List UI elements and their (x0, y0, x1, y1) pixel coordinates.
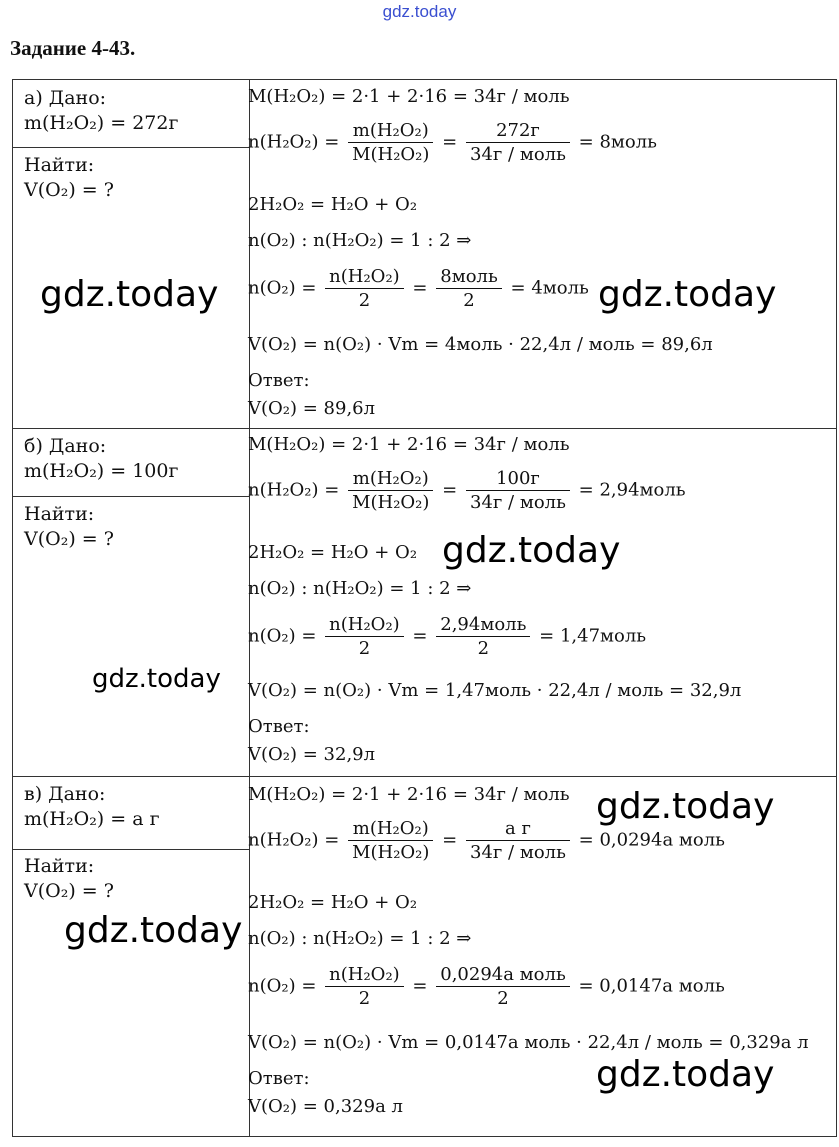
find-label: Найти: (24, 503, 95, 525)
oxygen-fraction-2 (436, 266, 502, 311)
given-label: б) Дано: (24, 435, 107, 457)
reaction-line: 2H₂O₂ = H₂O + O₂ (248, 892, 418, 913)
reaction-line: 2H₂O₂ = H₂O + O₂ (248, 542, 418, 563)
fraction-numerator: 100г (466, 468, 570, 491)
fraction-denominator: 34г / моль (470, 492, 566, 513)
fraction-numerator: 2,94моль (436, 614, 530, 637)
oxygen-fraction-2 (436, 614, 530, 659)
fraction-denominator: M(H₂O₂) (352, 842, 430, 863)
fraction-numerator: 8моль (436, 266, 502, 289)
fraction-denominator: 2 (463, 290, 475, 311)
given-value: m(H₂O₂) = 100г (24, 459, 179, 482)
site-name-top: gdz.today (382, 2, 457, 21)
moles-fraction-1 (348, 468, 433, 513)
moles-line: n(H₂O₂) = $\frac{\text{m(H₂O₂)}}{\text{M(H₂O₂)}}$ = $\frac{\text{a г}}{\text{34г / моль}}$ = 0,0294a моль (248, 818, 725, 863)
given-divider-a (13, 147, 249, 148)
given-divider-b (13, 496, 249, 497)
fraction-numerator: m(H₂O₂) (348, 818, 433, 841)
find-a (24, 153, 114, 202)
part-divider-bc (13, 776, 836, 777)
given-divider-c (13, 849, 249, 850)
moles-fraction-1 (348, 120, 433, 165)
oxygen-moles-result: = 0,0147a моль (578, 975, 725, 997)
moles-lhs: n(H₂O₂) = (248, 131, 340, 153)
given-label: в) Дано: (24, 783, 106, 805)
watermark: gdz.today (64, 910, 243, 951)
find-value: V(O₂) = ? (24, 879, 114, 902)
volume-line: V(O₂) = n(O₂) · Vm = 1,47моль · 22,4л / моль = 32,9л (248, 680, 742, 701)
find-value: V(O₂) = ? (24, 178, 114, 201)
answer-value: V(O₂) = 32,9л (248, 744, 376, 765)
fraction-numerator: 0,0294a моль (436, 964, 570, 987)
volume-line: V(O₂) = n(O₂) · Vm = 0,0147a моль · 22,4л / моль = 0,329a л (248, 1032, 809, 1053)
answer-label: Ответ: (248, 370, 310, 391)
watermark: gdz.today (92, 664, 221, 694)
ratio-line: n(O₂) : n(H₂O₂) = 1 : 2 ⇒ (248, 230, 472, 251)
oxygen-moles-result: = 1,47моль (539, 625, 647, 647)
find-value: V(O₂) = ? (24, 527, 114, 550)
find-label: Найти: (24, 855, 95, 877)
watermark: gdz.today (596, 786, 775, 827)
watermark: gdz.today (442, 530, 621, 571)
oxygen-moles-lhs: n(O₂) = (248, 975, 317, 997)
oxygen-fraction-1 (325, 964, 404, 1009)
moles-fraction-2 (466, 120, 570, 165)
oxygen-fraction-1 (325, 266, 404, 311)
fraction-numerator: n(H₂O₂) (325, 614, 404, 637)
moles-result: = 2,94моль (578, 479, 686, 501)
fraction-denominator: M(H₂O₂) (352, 492, 430, 513)
fraction-denominator: 34г / моль (470, 842, 566, 863)
fraction-denominator: M(H₂O₂) (352, 144, 430, 165)
moles-result: = 0,0294a моль (578, 829, 725, 851)
fraction-denominator: 2 (477, 638, 490, 659)
molar-mass-line: M(H₂O₂) = 2·1 + 2·16 = 34г / моль (248, 784, 570, 805)
oxygen-moles-line: n(O₂) = $\frac{\text{n(H₂O₂)}}{2}$ = $\frac{\text{0,0294a моль}}{2}$ = 0,0147a моль (248, 964, 725, 1009)
watermark: gdz.today (40, 274, 219, 315)
oxygen-fraction-1 (325, 614, 404, 659)
moles-fraction-2 (466, 818, 570, 863)
given-c (24, 782, 160, 831)
answer-value: V(O₂) = 89,6л (248, 398, 376, 419)
given-label: а) Дано: (24, 87, 107, 109)
fraction-numerator: 272г (466, 120, 570, 143)
moles-fraction-1 (348, 818, 433, 863)
answer-value: V(O₂) = 0,329a л (248, 1096, 403, 1117)
oxygen-moles-lhs: n(O₂) = (248, 625, 317, 647)
task-title: Задание 4-43. (10, 36, 136, 60)
watermark: gdz.today (596, 1054, 775, 1095)
oxygen-moles-line: n(O₂) = $\frac{\text{n(H₂O₂)}}{2}$ = $\frac{\text{8моль}}{2}$ = 4моль (248, 266, 589, 311)
given-value: m(H₂O₂) = a г (24, 807, 160, 830)
fraction-numerator: m(H₂O₂) (348, 468, 433, 491)
fraction-numerator: a г (466, 818, 570, 841)
answer-label: Ответ: (248, 1068, 310, 1089)
moles-fraction-2 (466, 468, 570, 513)
find-b (24, 502, 114, 551)
part-divider-ab (13, 428, 836, 429)
oxygen-moles-result: = 4моль (510, 277, 589, 299)
ratio-line: n(O₂) : n(H₂O₂) = 1 : 2 ⇒ (248, 578, 472, 599)
find-label: Найти: (24, 154, 95, 176)
fraction-denominator: 2 (497, 988, 509, 1009)
fraction-numerator: n(H₂O₂) (325, 266, 404, 289)
volume-line: V(O₂) = n(O₂) · Vm = 4моль · 22,4л / моль = 89,6л (248, 334, 713, 355)
fraction-denominator: 2 (358, 638, 371, 659)
reaction-line: 2H₂O₂ = H₂O + O₂ (248, 194, 418, 215)
fraction-denominator: 2 (358, 988, 371, 1009)
oxygen-moles-lhs: n(O₂) = (248, 277, 317, 299)
molar-mass-line: M(H₂O₂) = 2·1 + 2·16 = 34г / моль (248, 434, 570, 455)
given-value: m(H₂O₂) = 272г (24, 111, 179, 134)
oxygen-fraction-2 (436, 964, 570, 1009)
moles-lhs: n(H₂O₂) = (248, 829, 340, 851)
fraction-denominator: 2 (358, 290, 371, 311)
watermark: gdz.today (598, 274, 777, 315)
find-c (24, 854, 114, 903)
moles-line: n(H₂O₂) = $\frac{\text{m(H₂O₂)}}{\text{M(H₂O₂)}}$ = $\frac{272г}{\text{34г / моль}}$ = 8моль (248, 120, 657, 165)
fraction-numerator: n(H₂O₂) (325, 964, 404, 987)
moles-lhs: n(H₂O₂) = (248, 479, 340, 501)
fraction-denominator: 34г / моль (470, 144, 566, 165)
fraction-numerator: m(H₂O₂) (348, 120, 433, 143)
moles-result: = 8моль (578, 131, 657, 153)
given-a (24, 86, 178, 135)
answer-label: Ответ: (248, 716, 310, 737)
oxygen-moles-line: n(O₂) = $\frac{\text{n(H₂O₂)}}{2}$ = $\frac{\text{2,94моль}}{2}$ = 1,47моль (248, 614, 647, 659)
ratio-line: n(O₂) : n(H₂O₂) = 1 : 2 ⇒ (248, 928, 472, 949)
given-b (24, 434, 178, 483)
moles-line: n(H₂O₂) = $\frac{\text{m(H₂O₂)}}{\text{M(H₂O₂)}}$ = $\frac{100г}{\text{34г / моль}}$ = 2,94моль (248, 468, 686, 513)
molar-mass-line: M(H₂O₂) = 2·1 + 2·16 = 34г / моль (248, 86, 570, 107)
